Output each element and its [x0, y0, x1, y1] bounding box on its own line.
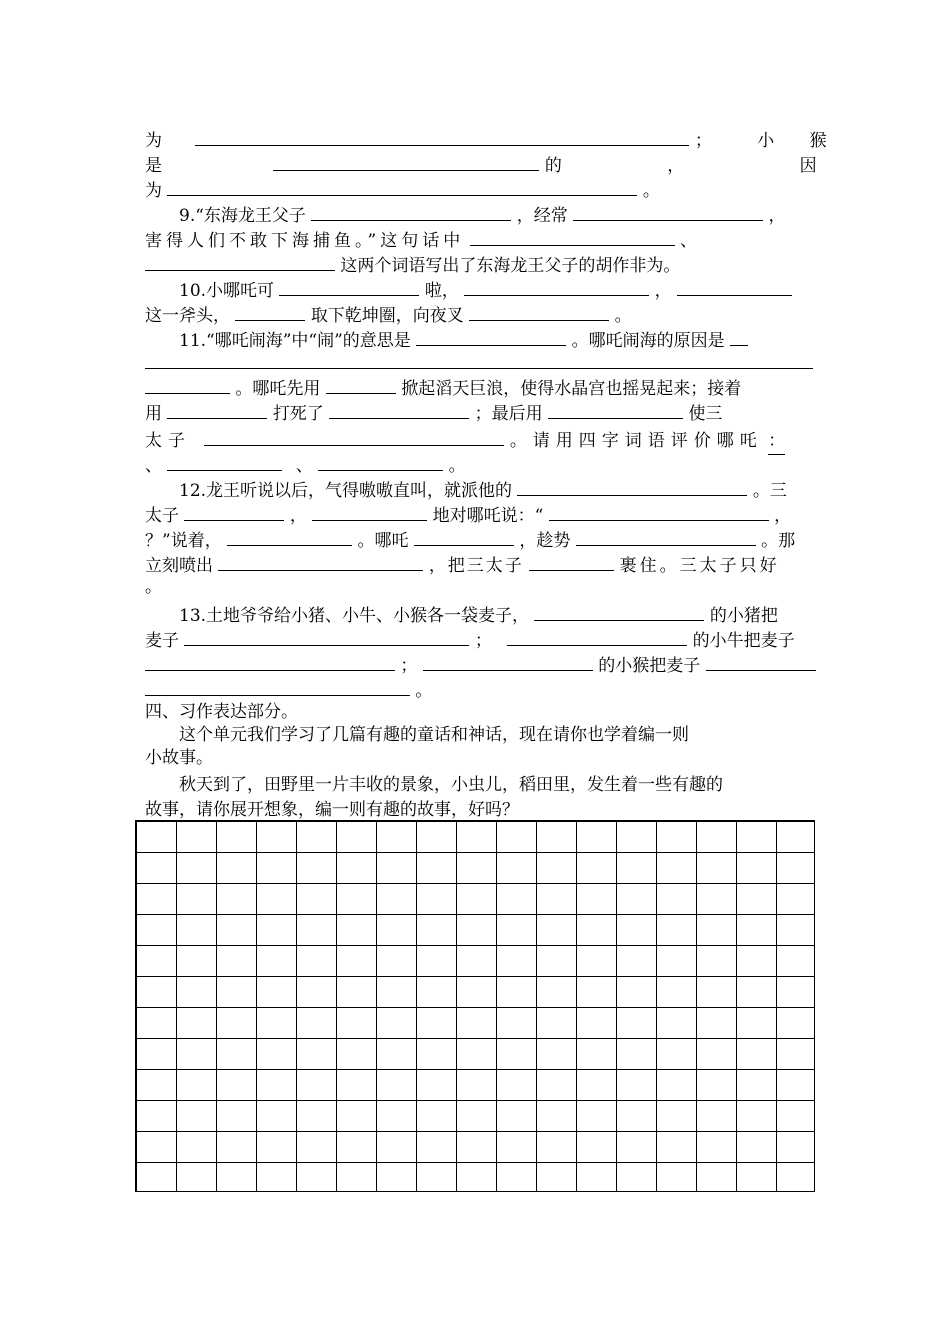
blank[interactable] — [279, 275, 419, 296]
blank[interactable] — [184, 500, 284, 521]
blank[interactable] — [549, 500, 769, 521]
writing-grid[interactable] — [135, 820, 815, 1192]
blank[interactable] — [218, 550, 423, 571]
q13-line1: 13.土地爷爷给小猪、小牛、小猴各一袋麦子， 的小猪把 — [145, 600, 808, 625]
q12-line2: 太子 ， 地对哪吒说：“ ， — [145, 500, 808, 525]
blank[interactable] — [195, 125, 689, 146]
q11-line1: 11.“哪吒闹海”中“闹”的意思是 。哪吒闹海的原因是 — [145, 325, 815, 350]
section-heading: 四、习作表达部分。 — [145, 702, 298, 722]
blank[interactable] — [145, 650, 395, 671]
blank[interactable] — [326, 373, 396, 394]
blank[interactable] — [145, 348, 813, 369]
blank[interactable] — [576, 525, 756, 546]
blank[interactable] — [469, 300, 609, 321]
q9-line2: 害得人们不敢下海捕鱼。”这句话中 、 — [145, 225, 808, 250]
blank[interactable] — [167, 450, 282, 471]
q8-line3: 为 。 — [145, 175, 808, 200]
q11-line4: 用 打死了 ；最后用 使三 — [145, 398, 808, 423]
q10-line2: 这一斧头， 取下乾坤圈，向夜叉 。 — [145, 300, 808, 325]
blank[interactable] — [312, 500, 427, 521]
blank[interactable] — [534, 600, 704, 621]
q11-line5: 太子 。请用四字词语评价哪吒 ： — [145, 425, 808, 450]
blank[interactable] — [329, 398, 469, 419]
q12-line1: 12.龙王听说以后，气得嗷嗷直叫，就派他的 。三 — [145, 475, 808, 500]
blank[interactable] — [416, 325, 566, 346]
q12-line5: 。 — [145, 577, 162, 597]
blank[interactable] — [145, 250, 335, 271]
blank[interactable] — [318, 450, 443, 471]
prompt-p1: 这个单元我们学习了几篇有趣的童话和神话，现在请你也学着编一则 — [179, 725, 689, 745]
blank[interactable] — [573, 200, 763, 221]
blank[interactable] — [235, 300, 305, 321]
blank[interactable] — [517, 475, 747, 496]
blank[interactable] — [414, 525, 514, 546]
q11-line3: 。哪吒先用 掀起滔天巨浪，使得水晶宫也摇晃起来；接着 — [145, 373, 808, 398]
q12-line3: ？”说着， 。哪吒 ，趁势 。那 — [145, 525, 808, 550]
blank[interactable] — [311, 200, 511, 221]
q11-line2 — [145, 348, 808, 373]
prompt-p2-cont: 故事，请你展开想象，编一则有趣的故事，好吗？ — [145, 800, 519, 820]
blank[interactable] — [677, 275, 792, 296]
blank[interactable] — [227, 525, 352, 546]
q12-line4: 立刻喷出 ，把三太子 裹住。三太子只好 — [145, 550, 808, 575]
blank[interactable] — [706, 650, 816, 671]
blank[interactable] — [529, 550, 614, 571]
blank[interactable] — [507, 625, 687, 646]
blank[interactable] — [464, 275, 649, 296]
blank[interactable] — [423, 650, 593, 671]
blank[interactable] — [273, 150, 539, 171]
blank[interactable] — [167, 175, 637, 196]
blank[interactable] — [145, 675, 410, 696]
q13-line2: 麦子 ； 的小牛把麦子 — [145, 625, 808, 650]
blank[interactable] — [548, 398, 683, 419]
q9-line1: 9.“东海龙王父子 ，经常 ， — [145, 200, 808, 225]
blank[interactable] — [470, 225, 675, 246]
blank[interactable] — [167, 398, 267, 419]
prompt-p1-cont: 小故事。 — [145, 748, 213, 768]
blank[interactable] — [184, 625, 469, 646]
blank[interactable] — [730, 325, 748, 346]
q8-line1: 为 ； 小 猴 — [145, 125, 808, 150]
q9-line3: 这两个词语写出了东海龙王父子的胡作非为。 — [145, 250, 808, 275]
q11-line6: 、 、 。 — [145, 450, 808, 475]
q8-line2: 是 的 ， 因 — [145, 150, 808, 175]
prompt-p2: 秋天到了，田野里一片丰收的景象，小虫儿，稻田里，发生着一些有趣的 — [179, 775, 723, 795]
blank[interactable] — [145, 373, 230, 394]
q13-line3: ； 的小猴把麦子 — [145, 650, 808, 675]
q10-line1: 10.小哪吒可 啦， ， — [145, 275, 808, 300]
q13-line4: 。 — [145, 675, 808, 700]
blank[interactable] — [204, 425, 504, 446]
